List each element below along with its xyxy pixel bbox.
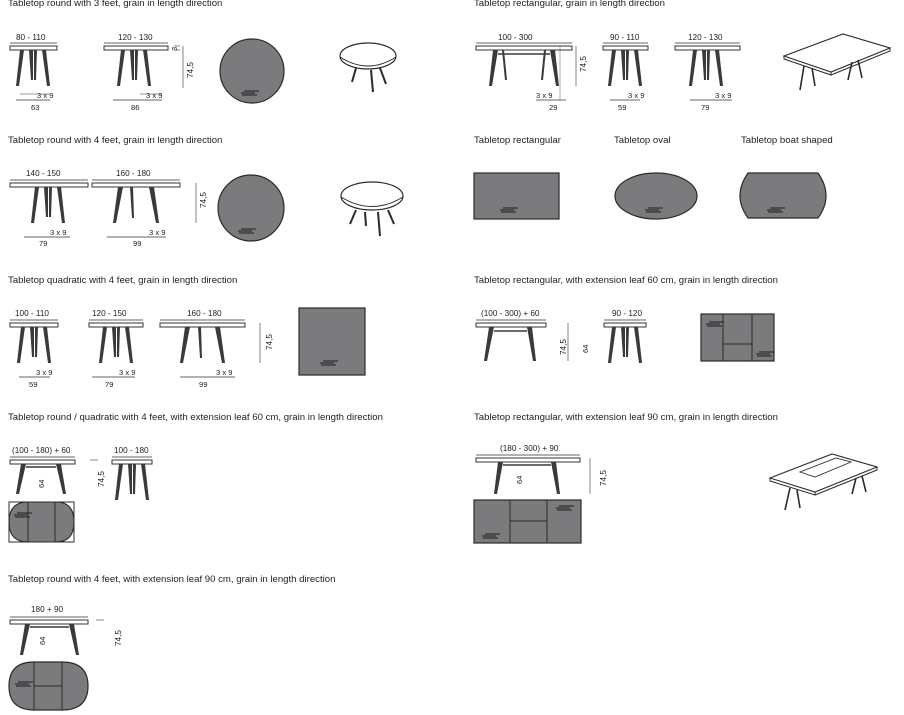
dim-width: 80 - 110 [16, 33, 46, 42]
dim-inner-height: 64 [581, 344, 590, 353]
dim-depth: 79 [39, 239, 48, 248]
dim-width: 160 - 180 [187, 309, 222, 318]
quad-top-view [299, 308, 365, 375]
dim-width: 100 - 300 [498, 33, 533, 42]
dim-width: 90 - 120 [612, 309, 643, 318]
round-3-feet-perspective [340, 43, 396, 92]
dim-height: 74,5 [114, 630, 123, 646]
section-title-round-4-feet: Tabletop round with 4 feet, grain in length direction [8, 135, 223, 146]
dim-leg: 3 x 9 [628, 91, 645, 100]
shape-rectangular-top [474, 173, 559, 219]
rect-ext60-side-long [476, 320, 568, 361]
shape-boat-top [740, 173, 826, 218]
dim-height: 74,5 [579, 56, 588, 72]
dim-width: 100 - 110 [15, 309, 49, 318]
dim-inner-height: 64 [38, 636, 47, 645]
dim-width: 160 - 180 [116, 169, 151, 178]
round-4-feet-side-small [10, 180, 88, 237]
dim-height: 74,5 [186, 62, 195, 78]
dim-leg: 3 x 9 [119, 368, 136, 377]
dim-inner-height: 64 [515, 475, 524, 484]
dim-width: 90 - 110 [610, 33, 640, 42]
dim-depth: 79 [701, 103, 710, 112]
dim-leg: 3 x 9 [536, 91, 553, 100]
dim-height: 74,5 [97, 471, 106, 487]
section-title-shape-rectangular: Tabletop rectangular [474, 135, 561, 146]
dim-depth: 86 [131, 103, 140, 112]
dim-top-thickness: 3 [170, 46, 179, 51]
dim-width: 140 - 150 [26, 169, 61, 178]
dim-leg: 3 x 9 [36, 368, 53, 377]
dim-depth: 79 [105, 380, 114, 389]
dim-width: (180 - 300) + 90 [500, 444, 559, 453]
dim-depth: 29 [549, 103, 558, 112]
section-title-rectangular: Tabletop rectangular, grain in length direction [474, 0, 665, 9]
dim-leg: 3 x 9 [216, 368, 233, 377]
dim-height: 74,5 [599, 470, 608, 486]
round-ext90-top-view [9, 662, 88, 710]
section-title-round-ext-90: Tabletop round with 4 feet, with extension leaf 90 cm, grain in length direction [8, 574, 336, 585]
dim-depth: 99 [133, 239, 142, 248]
rect-ext60-top-view [701, 314, 774, 361]
rect-ext90-perspective [770, 454, 877, 510]
quad-side-3 [160, 320, 260, 377]
dim-leg: 3 x 9 [50, 228, 67, 237]
dim-leg: 3 x 9 [146, 91, 163, 100]
section-title-quadratic-4-feet: Tabletop quadratic with 4 feet, grain in length direction [8, 275, 238, 286]
dim-height: 74,5 [199, 192, 208, 208]
rect-ext90-top-view [474, 500, 581, 543]
dim-width: (100 - 180) + 60 [12, 446, 71, 455]
dim-width: 180 + 90 [31, 605, 64, 614]
dim-width: 100 - 180 [114, 446, 149, 455]
dim-height: 74,5 [559, 339, 568, 355]
rect-ext60-side-short [604, 320, 646, 363]
dim-leg: 3 x 9 [37, 91, 54, 100]
section-title-round-quad-ext-60: Tabletop round / quadratic with 4 feet, with extension leaf 60 cm, grain in length direction [8, 412, 383, 423]
dim-width: 120 - 150 [92, 309, 127, 318]
dim-width: 120 - 130 [688, 33, 723, 42]
round-4-feet-perspective [341, 182, 403, 236]
round-ext90-side [10, 617, 104, 655]
round-4-feet-top-view [218, 175, 284, 241]
section-title-shape-boat: Tabletop boat shaped [741, 135, 833, 146]
section-title-shape-oval: Tabletop oval [614, 135, 671, 146]
rect-ext90-side [476, 455, 590, 494]
dim-depth: 99 [199, 380, 208, 389]
dim-leg: 3 x 9 [149, 228, 166, 237]
rect-perspective [784, 34, 890, 90]
round-3-feet-top-view [220, 39, 284, 103]
section-title-rect-ext-90: Tabletop rectangular, with extension leaf 90 cm, grain in length direction [474, 412, 778, 423]
rect-side-long [476, 43, 576, 100]
dim-depth: 59 [618, 103, 627, 112]
dim-depth: 59 [29, 380, 38, 389]
dim-leg: 3 x 9 [715, 91, 732, 100]
round-quad-ext60-top-view [9, 502, 74, 542]
dim-width: 120 - 130 [118, 33, 153, 42]
dim-inner-height: 64 [37, 479, 46, 488]
dim-depth: 63 [31, 103, 40, 112]
dim-height: 74,5 [265, 334, 274, 350]
section-title-rect-ext-60: Tabletop rectangular, with extension leaf 60 cm, grain in length direction [474, 275, 778, 286]
shape-oval-top [615, 173, 697, 219]
dim-width: (100 - 300) + 60 [481, 309, 540, 318]
section-title-round-3-feet: Tabletop round with 3 feet, grain in length direction [8, 0, 223, 9]
round-4-feet-side-large [92, 180, 196, 237]
